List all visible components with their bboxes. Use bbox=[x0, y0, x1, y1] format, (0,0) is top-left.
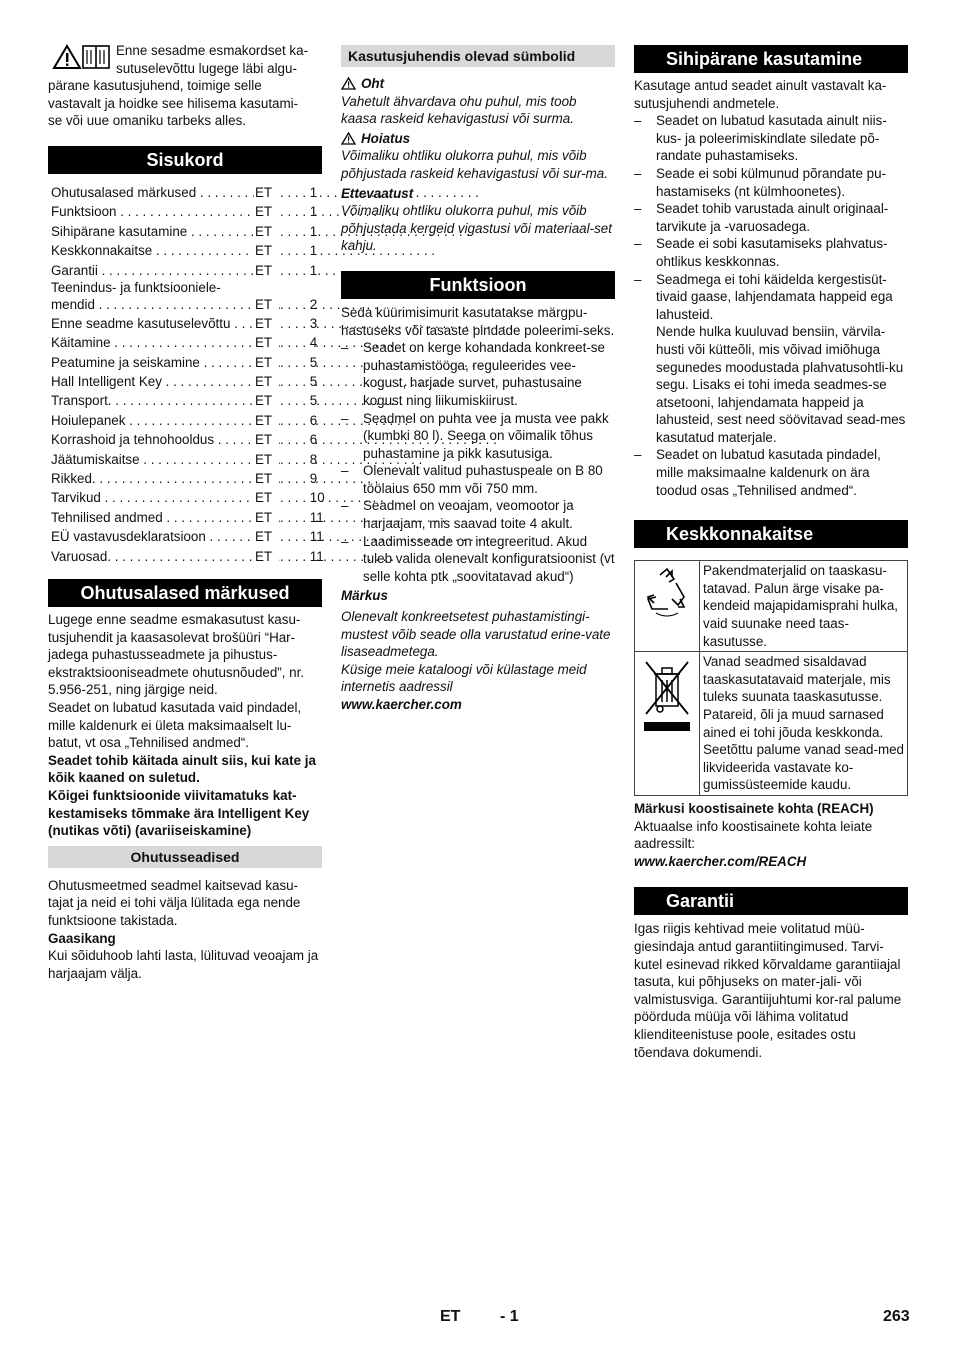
column-3 bbox=[634, 42, 908, 1061]
intro-block bbox=[48, 42, 322, 130]
symbols-heading: Kasutusjuhendis olevad sümbolid bbox=[341, 45, 615, 67]
toc-lang: ET bbox=[254, 411, 279, 430]
toc-lang: ET bbox=[254, 241, 279, 260]
toc-page: . . . . 11 bbox=[280, 547, 315, 566]
toc-title: Käitamine . . . bbox=[51, 333, 251, 352]
toc-row[interactable] bbox=[48, 241, 322, 260]
recycling-icon bbox=[642, 565, 692, 621]
toc-page: . . . . 1 bbox=[280, 222, 315, 241]
function-list bbox=[341, 339, 615, 585]
list-item: – Seadet on lubatud kasutada ainult niis-kus- ja poleerimiskindlate siledate põ-randate puhastamiseks. bbox=[634, 113, 887, 164]
toc-row[interactable] bbox=[48, 280, 322, 314]
toc-lang: ET bbox=[254, 222, 279, 241]
toc-row[interactable] bbox=[48, 222, 322, 241]
list-item: – Seadmel on veoajam, veomootor ja harjaajam, mis saavad toite 4 akult. bbox=[341, 498, 574, 532]
reach-link[interactable]: www.kaercher.com/REACH bbox=[634, 853, 807, 869]
toc-lang: ET bbox=[254, 527, 279, 546]
environment-heading: Keskkonnakaitse bbox=[634, 520, 908, 548]
footer-language: ET bbox=[440, 1308, 461, 1325]
toc-title: Jäätumiskaitse . . . bbox=[51, 450, 251, 469]
toc-title: Korrashoid ja tehnohooldus . . . bbox=[51, 430, 251, 449]
toc-row[interactable] bbox=[48, 372, 322, 391]
toc-row[interactable] bbox=[48, 508, 322, 527]
crossed-bin-icon bbox=[642, 656, 692, 736]
toc-row[interactable] bbox=[48, 183, 322, 202]
toc-page: . . . . 11 bbox=[280, 527, 315, 546]
toc-lang: ET bbox=[254, 469, 279, 488]
table-row bbox=[635, 561, 908, 652]
list-item: – Seadet on lubatud kasutada pindadel, mille maksimaalne kaldenurk on ära toodud osas „Tehnilised andmed“. bbox=[634, 447, 881, 498]
toc-lang: ET bbox=[254, 547, 279, 566]
list-item: – Seadmega ei tohi käidelda kergestisüt-tivaid gaase, lahjendamata happeid ega lahusteid. bbox=[634, 271, 893, 322]
toc-lang: ET bbox=[254, 450, 279, 469]
toc-row[interactable] bbox=[48, 527, 322, 546]
toc-title: Hall Intelligent Key . . . bbox=[51, 372, 251, 391]
footer-local-page: - 1 bbox=[500, 1308, 519, 1325]
footer-page-number: 263 bbox=[883, 1308, 910, 1325]
warranty-text: Igas riigis kehtivad meie volitatud müü-giesindaja antud garantiitingimused. Tarvi-kutel esinevad rikked kõrvaldame garantiiajal tasuta, kui põhjuseks on mater-jali- või valmistusviga. Garantiijuhtumi kor-ral palume pöörduda müüja või lähima volitatud klienditeenistuse poole, esitades ostu tõendava dokumendi. bbox=[634, 921, 902, 1060]
toc-lang: ET bbox=[254, 488, 279, 507]
toc-title: Peatumine ja seiskamine . . . bbox=[51, 353, 251, 372]
recycling-text: Pakendmaterjalid on taaskasu-tatavad. Palun ärge visake pa-kendeid majapidamisprahi hulka, vaid suunake need taas-kasutusse. bbox=[700, 561, 908, 652]
warning-icon bbox=[52, 44, 82, 70]
toc-lang: ET bbox=[254, 295, 279, 314]
safety-paragraph-1: Lugege enne seadme esmakasutust kasu-tusjuhendit ja kaasasolevat brošüüri “Har-jadega puhastusseadmete ja pihustus-ekstraktsiooniseadmete ohutusnõuded”, nr. 5.956-251, ning järgige neid. bbox=[48, 612, 305, 698]
toc-page: . . . . 1 bbox=[280, 202, 315, 221]
safety-paragraph-4: Kõigei funktsioonide viivitamatuks kat-kestamiseks tõmmake ära Intelligent Key (nutikas võti) (avariiseiskamine) bbox=[48, 787, 310, 839]
function-heading: Funktsioon bbox=[341, 271, 615, 299]
kaercher-link[interactable]: www.kaercher.com bbox=[341, 697, 462, 712]
toc-page: . . . . 3 bbox=[280, 314, 315, 333]
toc-page: . . . . 1 bbox=[280, 183, 315, 202]
toc-title: mendid . . . bbox=[51, 295, 251, 314]
toc-title: Hoiulepanek . . . bbox=[51, 411, 251, 430]
warning-triangle-icon bbox=[341, 132, 356, 145]
toc-page: . . . . 5 bbox=[280, 353, 315, 372]
toc-title: Sihipärane kasutamine . . . bbox=[51, 222, 251, 241]
old-devices-text: Vanad seadmed sisaldavad taaskasutatavaid materjale, mis tuleks suunata taaskasutusse. Patareid, õli ja muud sarnased ained ei tohi jõuda keskkonda. Seetõttu palume vanad sead-med likvideerida vastavate ko-gumissüsteemide kaudu. bbox=[700, 652, 908, 796]
toc-title: Ohutusalased märkused . . . bbox=[51, 183, 251, 202]
toc-title: EÜ vastavusdeklaratsioon . . . bbox=[51, 527, 251, 546]
list-item: – Seade ei sobi kasutamiseks plahvatus-ohtlikus keskkonnas. bbox=[634, 236, 888, 269]
toc-lang: ET bbox=[254, 333, 279, 352]
list-item: – Seadmel on puhta vee ja musta vee pakk (kumbki 80 l). Seega on võimalik tõhus puhastamine ja pikk kasutusiga. bbox=[341, 410, 609, 461]
toc-lang: ET bbox=[254, 353, 279, 372]
safety-paragraph-3: Seadet tohib käitada ainult siis, kui kate ja kõik kaaned on suletud. bbox=[48, 752, 316, 786]
toc-title-line1: Teenindus- ja funktsiooniele- bbox=[51, 279, 221, 295]
toc-lang: ET bbox=[254, 508, 279, 527]
reach-heading: Märkusi koostisainete kohta (REACH) bbox=[634, 800, 874, 816]
toc-title: Garantii . . . bbox=[51, 261, 251, 280]
toc-page: . . . . 5 bbox=[280, 372, 315, 391]
toc-title: Tehnilised andmed . . . bbox=[51, 508, 251, 527]
list-item: – Seadet tohib varustada ainult originaal-tarvikute ja -varuosadega. bbox=[634, 201, 889, 234]
safety-paragraph-2: Seadet on lubatud kasutada vaid pindadel, mille kaldenurk ei ületa maksimaalselt lu-batut, vt osa „Tehnilised andmed“. bbox=[48, 699, 302, 751]
note-text: Olenevalt konkreetsetest puhastamistingi-mustest võib seade olla varustatud erine-vate lisaseadmetega. bbox=[341, 609, 611, 660]
column-2 bbox=[341, 42, 615, 714]
toc-row[interactable] bbox=[48, 314, 322, 333]
toc-page: . . . . 1 bbox=[280, 261, 315, 280]
table-of-contents bbox=[48, 183, 325, 566]
toc-lang: ET bbox=[254, 261, 279, 280]
toc-lang: ET bbox=[254, 202, 279, 221]
safety-devices-text: Ohutusmeetmed seadmel kaitsevad kasu-tajat ja neid ei tohi välja lülitada ega nende funktsioone takistada. bbox=[48, 877, 301, 928]
column-1 bbox=[48, 42, 325, 982]
intended-use-heading: Sihipärane kasutamine bbox=[634, 45, 908, 73]
note-heading: Märkus bbox=[341, 588, 388, 604]
toc-page: . . . . 5 bbox=[280, 391, 315, 410]
toc-row[interactable] bbox=[48, 391, 322, 410]
toc-page: . . . . 1 bbox=[280, 241, 315, 260]
note-text-2: Küsige meie kataloogi või külastage meid internetis aadressil bbox=[341, 661, 587, 695]
toc-title: Tarvikud . . . bbox=[51, 488, 251, 507]
toc-row[interactable] bbox=[48, 488, 325, 507]
toc-page: . . . . 6 bbox=[280, 430, 315, 449]
toc-page: . . . . 2 bbox=[280, 295, 315, 314]
reach-text: Aktuaalse info koostisainete kohta leiate aadressilt: bbox=[634, 818, 873, 852]
toc-title: Funktsioon . . . bbox=[51, 202, 251, 221]
caution-text: Võimaliku ohtliku olukorra puhul, mis võib põhjustada kergeid vigastusi või materiaal-set kahju. bbox=[341, 203, 612, 254]
toc-page: . . . . 10 bbox=[280, 488, 315, 507]
list-item-continuation: Nende hulka kuuluvad bensiin, värvila-husti või kütteõli, mis võivad imiõhuga segunedes moodustada plahvatusohtli-ku segu. Lisaks ei tohi imeda seadmes-se atsetooni, lahjendamata happeid ja lahusteid, sest need söövitavad sead-mes kasutatud materjale. bbox=[656, 324, 906, 445]
toc-row[interactable] bbox=[48, 261, 322, 280]
function-intro: Seda küürimisimurit kasutatakse märgpu-hastuseks või tasaste pindade poleerimi-seks. bbox=[341, 304, 615, 338]
toc-lang: ET bbox=[254, 391, 279, 410]
toc-row[interactable] bbox=[48, 430, 322, 449]
warning-heading bbox=[341, 130, 615, 148]
safety-devices-heading: Ohutusseadised bbox=[48, 846, 322, 868]
toc-row[interactable] bbox=[48, 353, 322, 372]
danger-label: Oht bbox=[361, 76, 385, 91]
toc-page: . . . . 11 bbox=[280, 508, 315, 527]
toc-row[interactable] bbox=[48, 411, 322, 430]
toc-title: Keskkonnakaitse . . . bbox=[51, 241, 251, 260]
warning-label: Hoiatus bbox=[361, 130, 411, 146]
list-item: – Laadimisseade on integreeritud. Akud tuleb valida olenevalt konfiguratsioonist (vt selle kohta ptk „soovitatavad akud“) bbox=[341, 533, 615, 584]
danger-triangle-icon bbox=[341, 77, 356, 90]
toc-lang: ET bbox=[254, 372, 279, 391]
toc-title: Rikked. . . . bbox=[51, 469, 251, 488]
warning-text: Võimaliku ohtliku olukorra puhul, mis võib põhjustada raskeid kehavigastusi või sur-ma. bbox=[341, 148, 608, 181]
toc-page: . . . . 8 bbox=[280, 450, 315, 469]
manual-book-icon bbox=[82, 44, 110, 70]
intro-line-2: sutuselevõttu lugege läbi algu- bbox=[116, 60, 297, 76]
intro-line-3: pärane kasutusjuhend, toimige selle bbox=[48, 78, 262, 94]
toc-row[interactable] bbox=[48, 333, 322, 352]
toc-row[interactable] bbox=[48, 202, 322, 221]
toc-row[interactable] bbox=[48, 469, 322, 488]
environment-table bbox=[634, 560, 908, 796]
toc-row[interactable] bbox=[48, 450, 322, 469]
intended-list bbox=[634, 112, 908, 499]
toc-title: Enne seadme kasutuselevõttu . . . bbox=[51, 314, 251, 333]
toc-title: Transport. . . . bbox=[51, 391, 251, 410]
toc-lang: ET bbox=[254, 183, 279, 202]
toc-lang: ET bbox=[254, 314, 279, 333]
warranty-heading: Garantii bbox=[634, 887, 908, 915]
toc-heading: Sisukord bbox=[48, 146, 322, 174]
intro-line-5: se või uue omaniku tarbeks alles. bbox=[48, 113, 246, 129]
list-item: – Seade ei sobi külmunud põrandate pu-hastamiseks (nt külmhoonetes). bbox=[634, 165, 887, 199]
toc-title: Varuosad. . . . bbox=[51, 547, 251, 566]
toc-lang: ET bbox=[254, 430, 279, 449]
intro-line-1: Enne sesadme esmakordset ka- bbox=[116, 43, 309, 58]
intended-intro: Kasutage antud seadet ainult vastavalt ka-sutusjuhendi andmetele. bbox=[634, 78, 887, 111]
toc-page: . . . . 6 bbox=[280, 411, 315, 430]
safety-heading: Ohutusalased märkused bbox=[48, 579, 322, 607]
danger-text: Vahetult ähvardava ohu puhul, mis toob kaasa raskeid kehavigastusi või surma. bbox=[341, 93, 577, 127]
toc-row[interactable] bbox=[48, 547, 322, 566]
danger-heading bbox=[341, 75, 615, 93]
caution-heading: Ettevaatust bbox=[341, 185, 414, 201]
table-row bbox=[635, 652, 908, 796]
list-item: – Olenevalt valitud puhastuspeale on B 80 töölaius 650 mm või 750 mm. bbox=[341, 463, 603, 496]
toc-page: . . . . 4 bbox=[280, 333, 315, 352]
gas-pedal-heading: Gaasikang bbox=[48, 930, 116, 946]
list-item: – Seadet on kerge kohandada konkreet-se puhastamistööga, reguleerides vee-kogust, harjade survet, puhastusaine kogust ning liikumiskiirust. bbox=[341, 340, 605, 408]
gas-pedal-text: Kui sõiduhoob lahti lasta, lülituvad veoajam ja harjaajam välja. bbox=[48, 948, 319, 981]
intro-line-4: vastavalt ja hoidke see hilisema kasutami- bbox=[48, 95, 299, 111]
toc-page: . . . . 9 bbox=[280, 469, 315, 488]
